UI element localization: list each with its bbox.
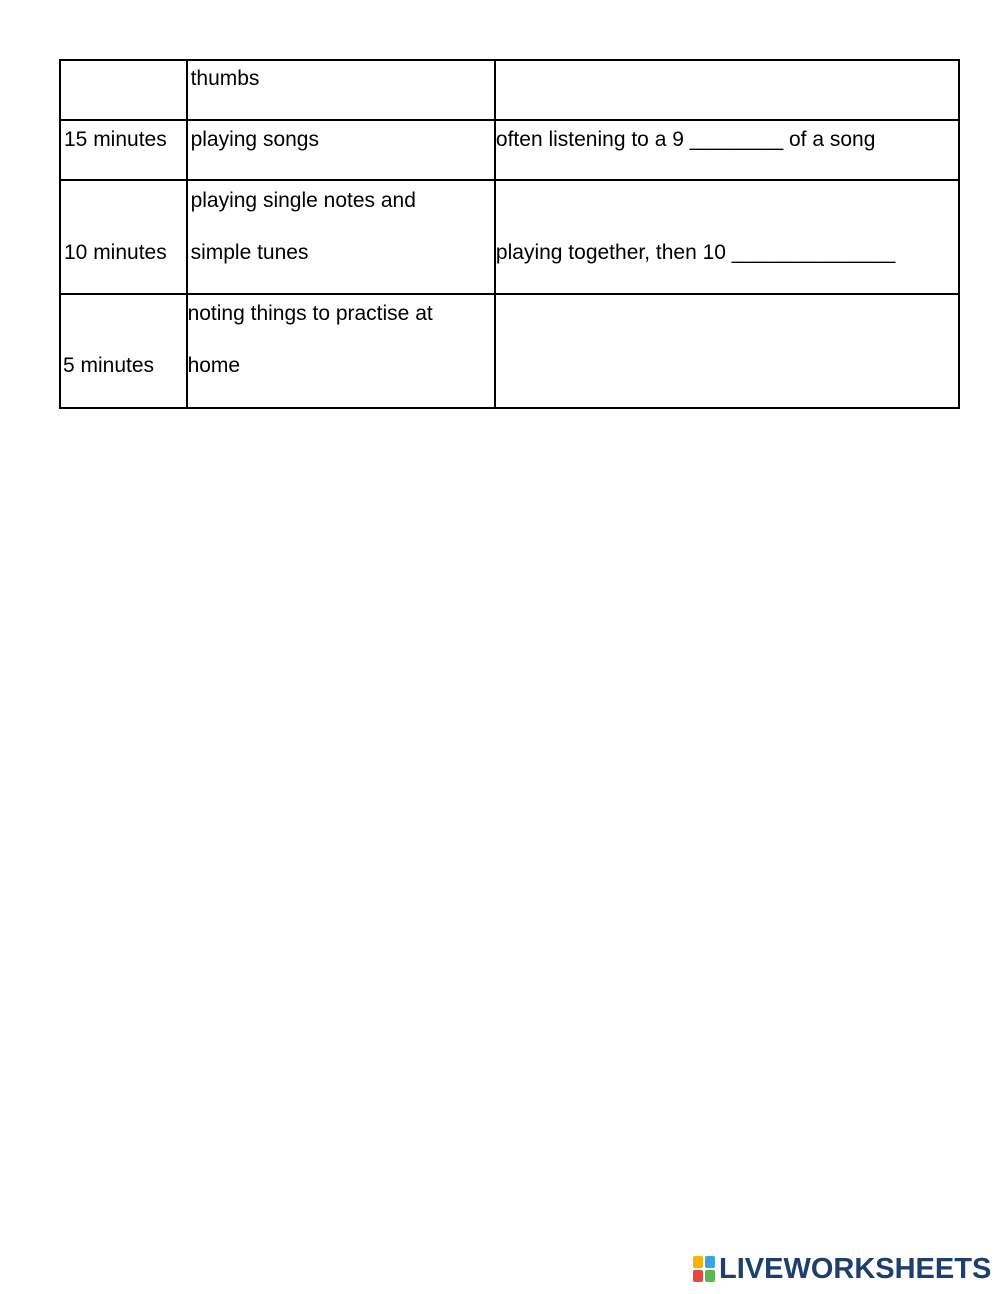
logo-square-icon: [693, 1256, 703, 1268]
activity-cell: [187, 180, 495, 294]
time-text: 5 minutes: [63, 354, 155, 377]
logo-text: LIVEWORKSHEETS: [719, 1252, 992, 1285]
time-text: 15 minutes: [64, 128, 167, 151]
notes-cell: [495, 294, 959, 408]
notes-text: playing together, then 10 ______________: [495, 241, 896, 264]
activity-text: playing single notes and: [190, 189, 416, 212]
time-cell: [60, 120, 187, 180]
activity-cell: [187, 294, 495, 408]
schedule-table: [59, 59, 960, 409]
logo-square-icon: [705, 1270, 715, 1282]
table-row: [60, 60, 959, 120]
activity-text-line2: simple tunes: [190, 241, 309, 264]
table-row: [60, 294, 959, 408]
logo-square-icon: [693, 1270, 703, 1282]
activity-text: thumbs: [190, 67, 260, 90]
notes-cell: [495, 180, 959, 294]
time-text: 10 minutes: [64, 241, 167, 264]
logo-square-icon: [705, 1256, 715, 1268]
activity-text-line2: home: [187, 354, 241, 377]
notes-cell: [495, 120, 959, 180]
activity-text: noting things to practise at: [187, 302, 433, 325]
time-cell: [60, 180, 187, 294]
logo-icon: [693, 1256, 715, 1282]
liveworksheets-logo: [693, 1253, 991, 1285]
time-cell: [60, 294, 187, 408]
notes-cell: [495, 60, 959, 120]
activity-text: playing songs: [190, 128, 319, 151]
activity-cell: [187, 60, 495, 120]
activity-cell: [187, 120, 495, 180]
table-row: [60, 180, 959, 294]
time-cell: [60, 60, 187, 120]
table-row: [60, 120, 959, 180]
notes-text: often listening to a 9 ________ of a song: [495, 128, 876, 151]
